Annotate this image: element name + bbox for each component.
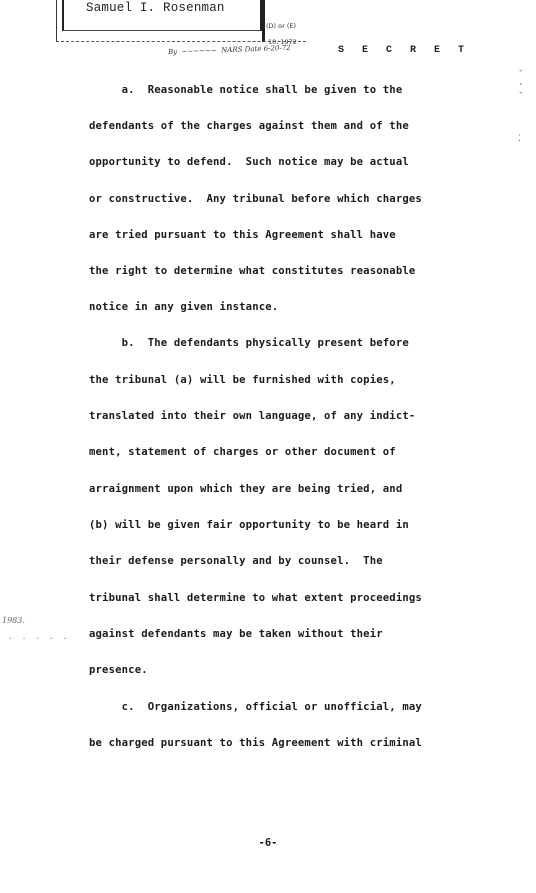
declass-signature: ~~~~~~	[179, 46, 220, 56]
body-line: a. Reasonable notice shall be given to the	[89, 84, 403, 96]
declass-by-label: By	[167, 47, 178, 57]
body-line: the right to determine what constitutes reasonable	[89, 265, 416, 277]
body-line: are tried pursuant to this Agreement shall have	[89, 229, 396, 241]
body-line: or constructive. Any tribunal before which charges	[89, 193, 422, 205]
classification-marking: S E C R E T	[338, 45, 471, 56]
margin-note-left: 1983.	[2, 616, 25, 625]
page-number: -6-	[258, 837, 278, 849]
body-line: translated into their own language, of any indict-	[89, 410, 416, 422]
margin-dots-left: . . . . .	[8, 632, 70, 641]
body-line: notice in any given instance.	[89, 301, 279, 313]
declass-handwritten-date: 6-20-72	[263, 43, 291, 53]
header-rule-left	[56, 0, 57, 42]
body-line: b. The defendants physically present before	[89, 337, 409, 349]
margin-mark-right-2: ·	[518, 80, 524, 90]
declass-stamp-line	[168, 44, 291, 56]
declass-code: (D) or (E)	[266, 22, 297, 30]
header-name: Samuel I. Rosenman	[86, 1, 225, 15]
margin-mark-right-3: -	[518, 88, 524, 98]
declass-date: 10, 1972	[268, 38, 297, 46]
margin-mark-right-4: ⁚	[518, 134, 521, 144]
body-line: their defense personally and by counsel. The	[89, 555, 383, 567]
body-line: c. Organizations, official or unofficial, may	[89, 701, 422, 713]
body-line: presence.	[89, 664, 148, 676]
body-line: against defendants may be taken without their	[89, 628, 383, 640]
body-line: ment, statement of charges or other document of	[89, 446, 396, 458]
body-line: the tribunal (a) will be furnished with copies,	[89, 374, 396, 386]
body-line: tribunal shall determine to what extent proceedings	[89, 592, 422, 604]
body-line: defendants of the charges against them and of the	[89, 120, 409, 132]
body-line: be charged pursuant to this Agreement with criminal	[89, 737, 422, 749]
body-line: (b) will be given fair opportunity to be heard in	[89, 519, 409, 531]
margin-mark-right-1: -	[518, 66, 524, 76]
name-box	[62, 0, 262, 31]
declass-agency: NARS Date	[221, 44, 262, 55]
stamp-bar	[262, 0, 265, 42]
body-line: arraignment upon which they are being tried, and	[89, 483, 403, 495]
body-line: opportunity to defend. Such notice may be actual	[89, 156, 409, 168]
